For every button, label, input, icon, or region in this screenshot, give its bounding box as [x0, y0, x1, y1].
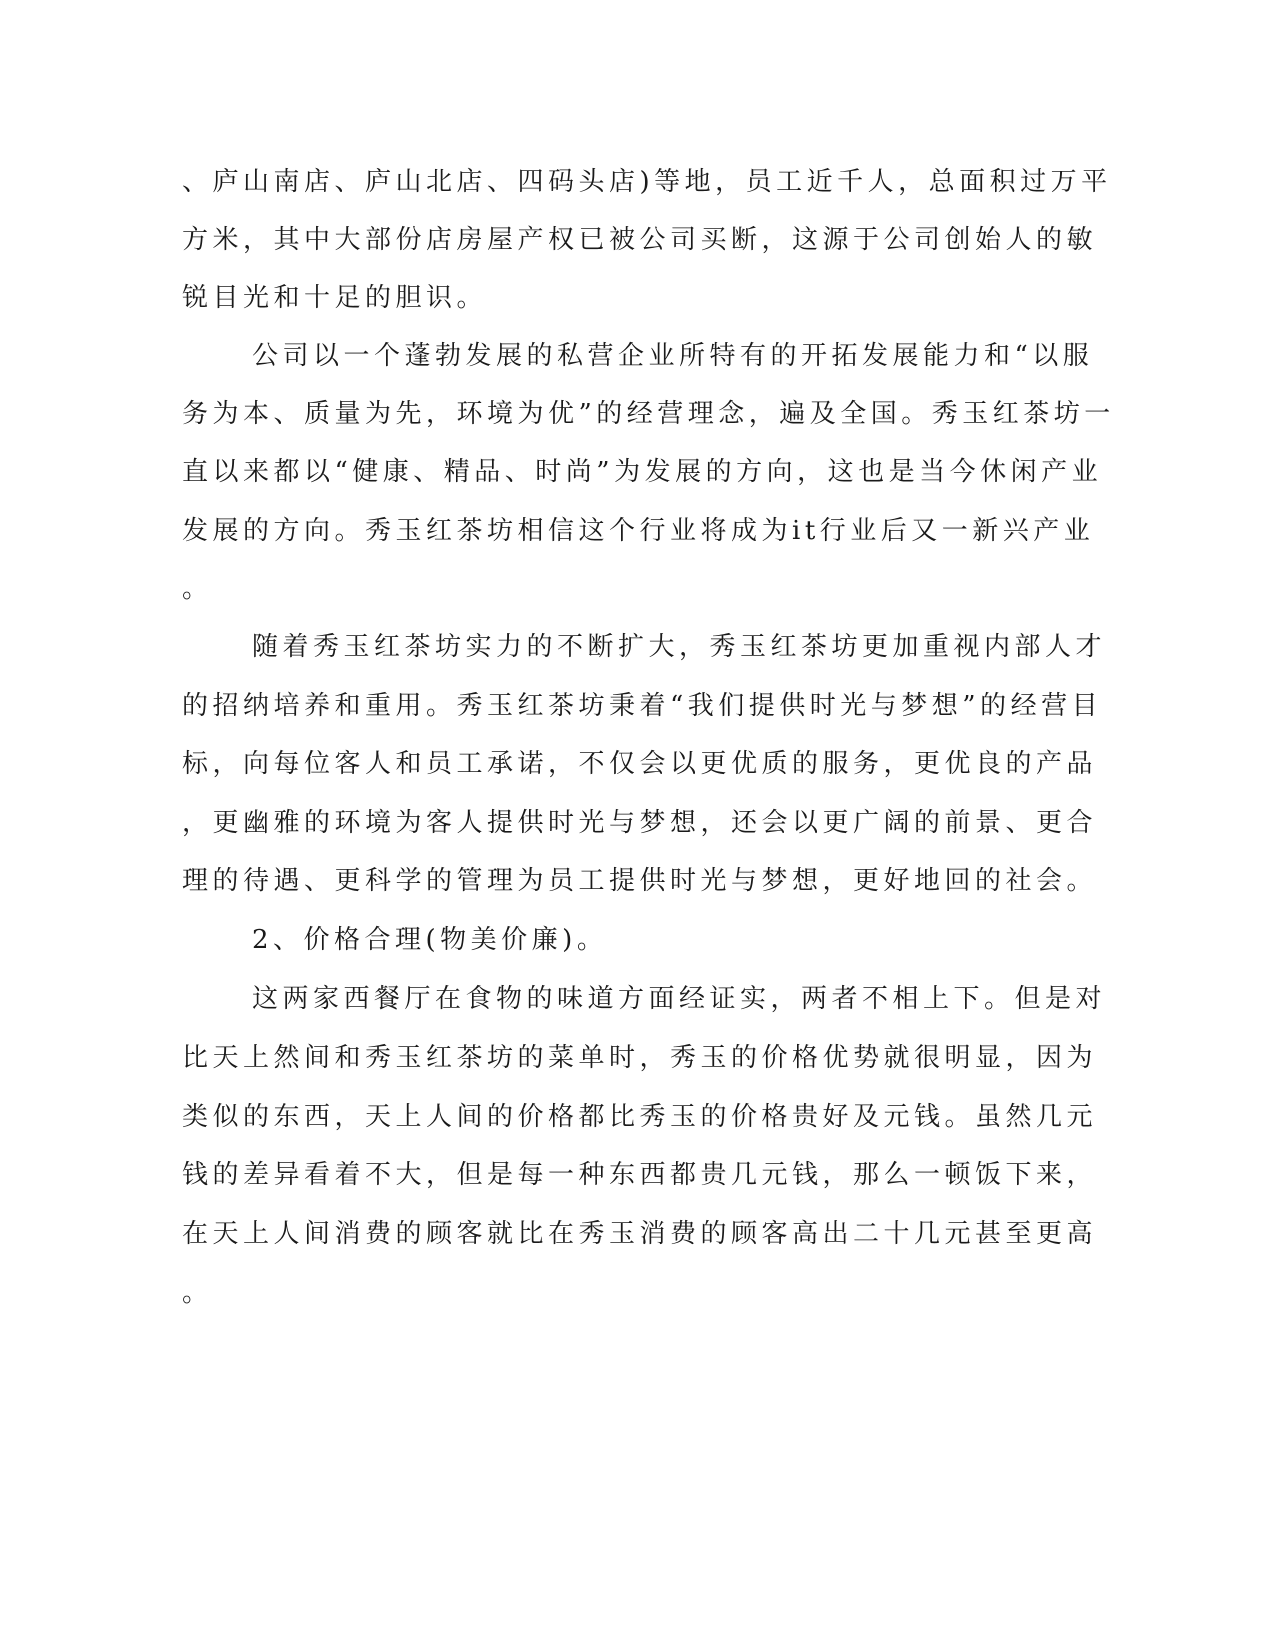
text-line: 的招纳培养和重用。秀玉红茶坊秉着“我们提供时光与梦想”的经营目 — [182, 691, 1103, 721]
text-line: ，更幽雅的环境为客人提供时光与梦想，还会以更广阔的前景、更合 — [182, 808, 1098, 838]
paragraph-start-line: 随着秀玉红茶坊实力的不断扩大，秀玉红茶坊更加重视内部人才 — [252, 632, 1107, 662]
text-line: 直以来都以“健康、精品、时尚”为发展的方向，这也是当今休闲产业 — [182, 457, 1103, 487]
text-line: 发展的方向。秀玉红茶坊相信这个行业将成为it行业后又一新兴产业 — [182, 516, 1095, 546]
text-line: 务为本、质量为先，环境为优”的经营理念，遍及全国。秀玉红茶坊一 — [182, 399, 1115, 429]
text-line: 在天上人间消费的顾客就比在秀玉消费的顾客高出二十几元甚至更高 — [182, 1219, 1098, 1249]
text-line: 锐目光和十足的胆识。 — [182, 283, 488, 313]
section-heading-line: 2、价格合理(物美价廉)。 — [252, 925, 608, 955]
text-line: 标，向每位客人和员工承诺，不仅会以更优质的服务，更优良的产品 — [182, 749, 1098, 779]
text-line: 理的待遇、更科学的管理为员工提供时光与梦想，更好地回的社会。 — [182, 866, 1098, 896]
text-line: 方米，其中大部份店房屋产权已被公司买断，这源于公司创始人的敏 — [182, 225, 1098, 255]
paragraph-start-line: 这两家西餐厅在食物的味道方面经证实，两者不相上下。但是对 — [252, 984, 1107, 1014]
paragraph-start-line: 公司以一个蓬勃发展的私营企业所特有的开拓发展能力和“以服 — [252, 341, 1094, 371]
text-line: 类似的东西，天上人间的价格都比秀玉的价格贵好及元钱。虽然几元 — [182, 1102, 1098, 1132]
text-line: 钱的差异看着不大，但是每一种东西都贵几元钱，那么一顿饭下来， — [182, 1160, 1098, 1190]
text-line: 。 — [182, 1278, 213, 1308]
text-line: 。 — [182, 574, 213, 604]
text-line: 比天上然间和秀玉红茶坊的菜单时，秀玉的价格优势就很明显，因为 — [182, 1043, 1098, 1073]
text-line: 、庐山南店、庐山北店、四码头店)等地，员工近千人，总面积过万平 — [182, 167, 1112, 197]
